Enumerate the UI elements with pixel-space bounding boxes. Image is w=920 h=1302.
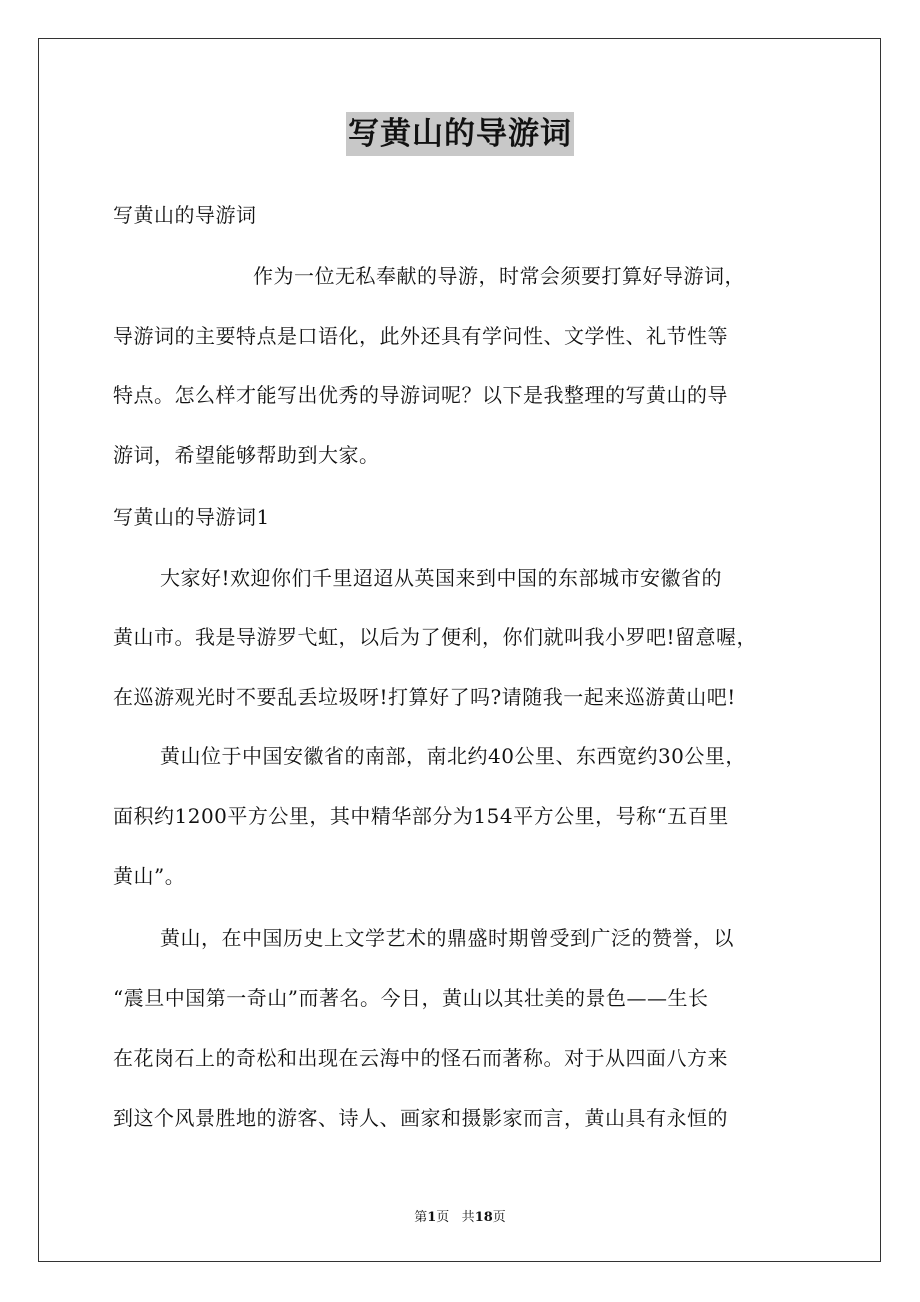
body-line: 面积约1200平方公里，其中精华部分为154平方公里，号称“五百里 [113,804,729,828]
total-pages: 18 [474,1210,493,1225]
body-line: 黄山市。我是导游罗弋虹，以后为了便利，你们就叫我小罗吧!留意喔， [113,625,758,649]
body-line: 黄山，在中国历史上文学艺术的鼎盛时期曾受到广泛的赞誉，以 [160,926,734,950]
page-footer [0,1206,920,1225]
subtitle: 写黄山的导游词 [113,203,257,227]
intro-line: 游词，希望能够帮助到大家。 [113,443,380,467]
intro-line: 导游词的主要特点是口语化，此外还具有学问性、文学性、礼节性等 [113,324,728,348]
intro-line: 特点。怎么样才能写出优秀的导游词呢？以下是我整理的写黄山的导 [113,383,728,407]
intro-line: 作为一位无私奉献的导游，时常会须要打算好导游词， [253,264,745,288]
page-number: 1 [427,1210,437,1225]
total-prefix: 共 [461,1210,475,1225]
body-line: 在巡游观光时不要乱丢垃圾呀!打算好了吗?请随我一起来巡游黄山吧! [113,685,736,709]
page-suffix: 页 [436,1210,450,1225]
section-heading: 写黄山的导游词1 [113,505,270,529]
body-line: 到这个风景胜地的游客、诗人、画家和摄影家而言，黄山具有永恒的 [113,1106,728,1130]
body-line: 黄山位于中国安徽省的南部，南北约40公里、东西宽约30公里， [160,744,746,768]
body-line: 黄山”。 [113,864,186,888]
body-line: 在花岗石上的奇松和出现在云海中的怪石而著称。对于从四面八方来 [113,1046,728,1070]
body-line: “震旦中国第一奇山”而著名。今日，黄山以其壮美的景色——生长 [113,986,709,1010]
document-title-text: 写黄山的导游词 [346,112,574,156]
body-line: 大家好!欢迎你们千里迢迢从英国来到中国的东部城市安徽省的 [160,566,723,590]
document-title [0,112,920,156]
page-prefix: 第 [414,1210,428,1225]
total-suffix: 页 [492,1210,506,1225]
